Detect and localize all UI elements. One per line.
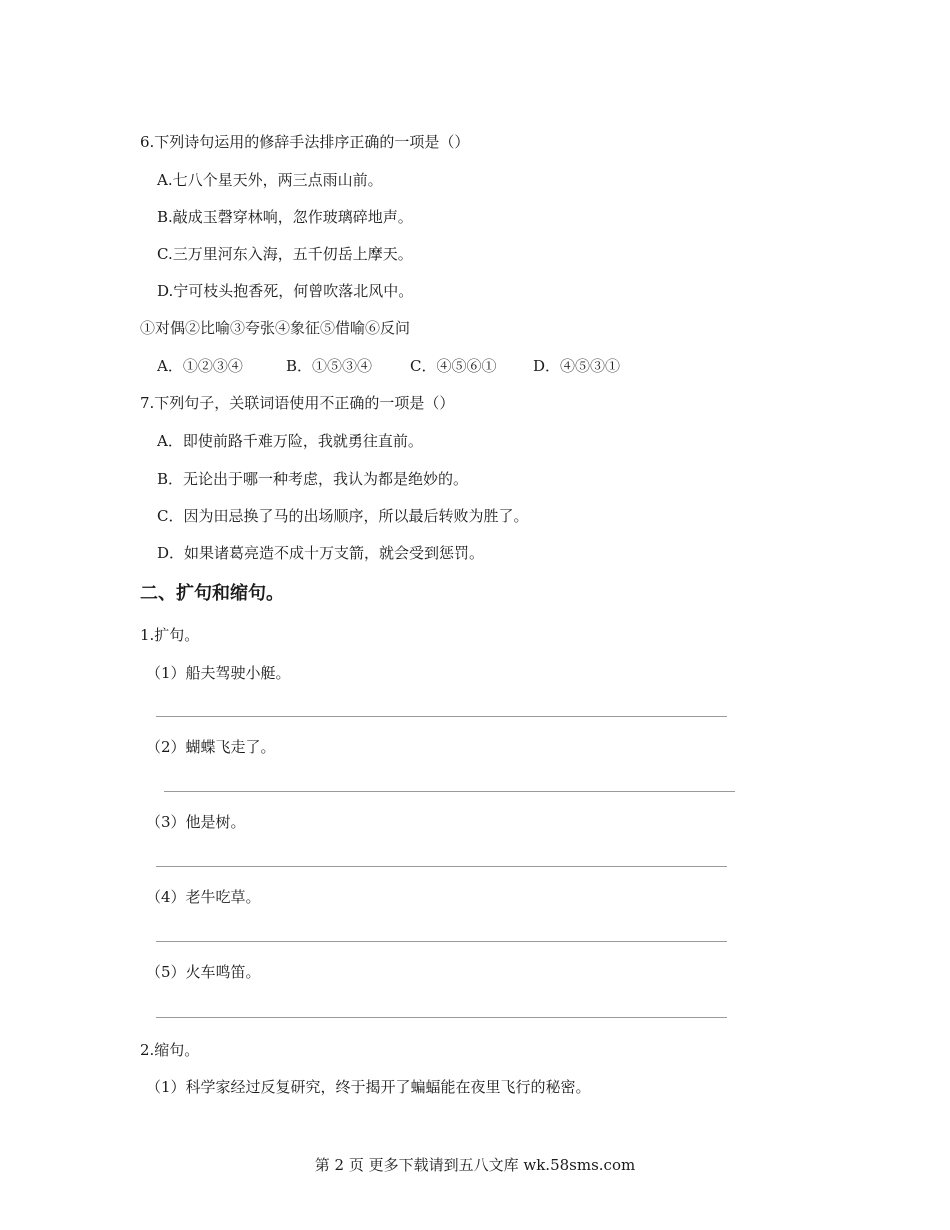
- question-6-line-d: D.宁可枝头抱香死，何曾吹落北风中。: [157, 282, 414, 300]
- shrink-item-1: （1）科学家经过反复研究，终于揭开了蝙蝠能在夜里飞行的秘密。: [146, 1078, 591, 1096]
- question-7-option-b: B．无论出于哪一种考虑，我认为都是绝妙的。: [157, 470, 469, 488]
- question-7-stem: 7.下列句子，关联词语使用不正确的一项是（）: [140, 394, 455, 412]
- question-7-option-a: A．即使前路千难万险，我就勇往直前。: [157, 432, 423, 450]
- choice-b: B．①⑤③④: [286, 357, 373, 375]
- expand-item-5: （5）火车鸣笛。: [146, 963, 261, 981]
- choice-a: A．①②③④: [157, 357, 243, 375]
- answer-line-3[interactable]: [156, 866, 727, 867]
- question-6-line-b: B.敲成玉磬穿林响，忽作玻璃碎地声。: [157, 208, 413, 226]
- question-6-stem: 6.下列诗句运用的修辞手法排序正确的一项是（）: [140, 133, 470, 151]
- answer-line-5[interactable]: [156, 1017, 727, 1018]
- question-6-choices: [157, 356, 620, 376]
- section-heading: 二、扩句和缩句。: [140, 583, 284, 604]
- question-7-option-c: C．因为田忌换了马的出场顺序，所以最后转败为胜了。: [157, 507, 529, 525]
- choice-d: D．④⑤③①: [533, 357, 621, 375]
- question-6-line-a: A.七八个星天外，两三点雨山前。: [157, 171, 383, 189]
- expand-label: 1.扩句。: [140, 626, 200, 644]
- question-7-option-d: D．如果诸葛亮造不成十万支箭，就会受到惩罚。: [157, 544, 485, 562]
- answer-line-1[interactable]: [156, 716, 727, 717]
- answer-line-4[interactable]: [156, 941, 727, 942]
- shrink-label: 2.缩句。: [140, 1041, 200, 1059]
- expand-item-1: （1）船夫驾驶小艇。: [146, 664, 291, 682]
- question-6-line-c: C.三万里河东入海，五千仞岳上摩天。: [157, 245, 413, 263]
- expand-item-4: （4）老牛吃草。: [146, 888, 261, 906]
- choice-c: C．④⑤⑥①: [410, 357, 497, 375]
- expand-item-2: （2）蝴蝶飞走了。: [146, 738, 276, 756]
- page-footer: 第 2 页 更多下载请到五八文库 wk.58sms.com: [314, 1156, 636, 1174]
- question-6-devices: ①对偶②比喻③夸张④象征⑤借喻⑥反问: [140, 319, 411, 337]
- expand-item-3: （3）他是树。: [146, 813, 246, 831]
- answer-line-2[interactable]: [164, 791, 735, 792]
